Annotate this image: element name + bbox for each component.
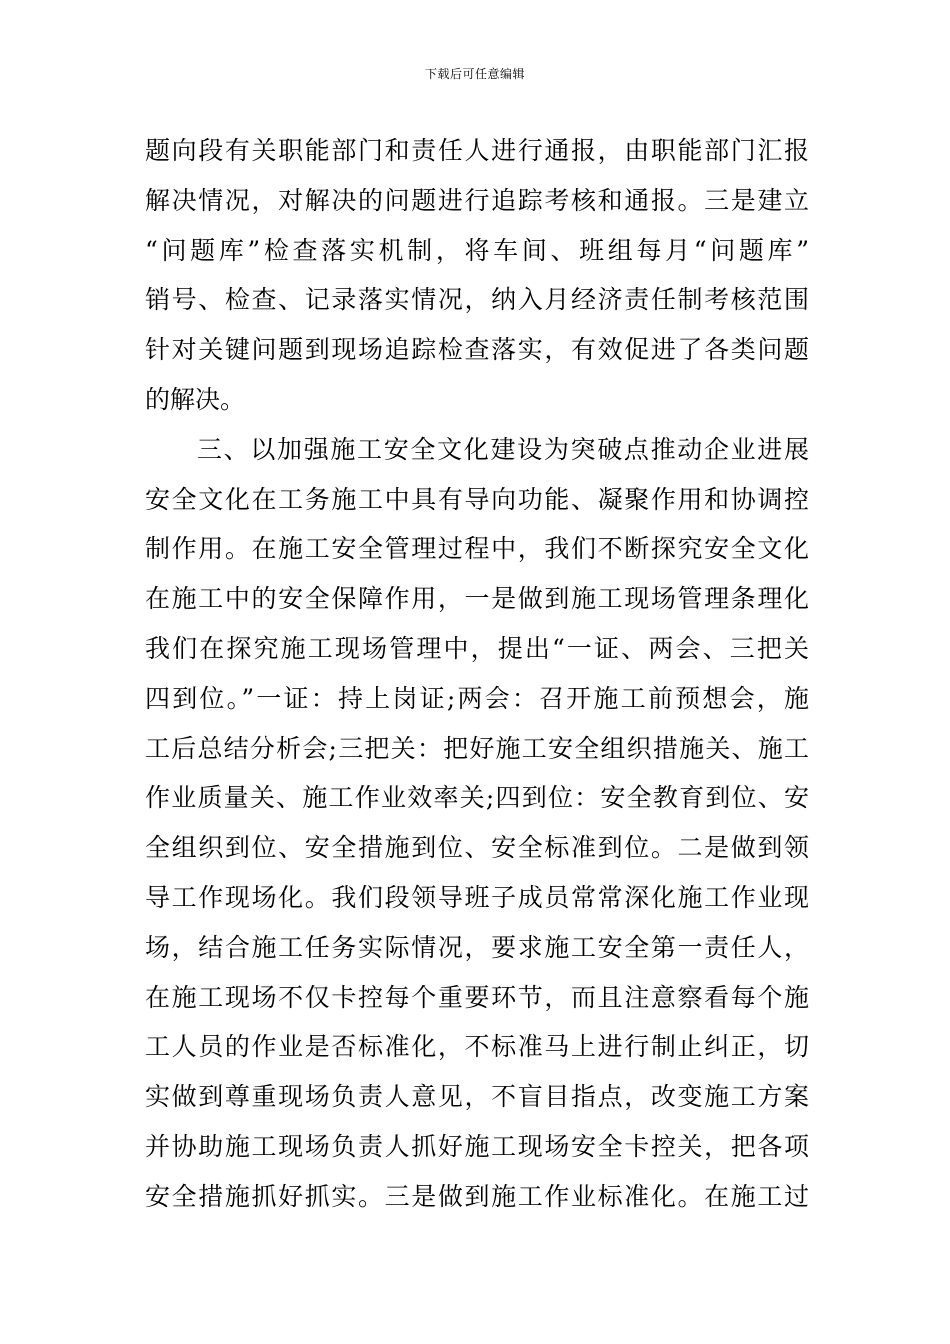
- text-line-16: 导工作现场化。我们段领导班子成员常常深化施工作业现: [145, 882, 809, 912]
- text-line-14: 作业质量关、施工作业效率关;四到位：安全教育到位、安: [145, 783, 809, 813]
- text-line-9: 制作用。在施工安全管理过程中，我们不断探究安全文化: [145, 534, 809, 564]
- text-line-19: 工人员的作业是否标准化，不标准马上进行制止纠正，切: [145, 1032, 809, 1062]
- text-line-5: 针对关键问题到现场追踪检查落实，有效促进了各类问题: [145, 335, 809, 365]
- text-line-20: 实做到尊重现场负责人意见，不盲目指点，改变施工方案: [145, 1082, 809, 1112]
- text-line-1: 题向段有关职能部门和责任人进行通报，由职能部门汇报: [145, 136, 809, 165]
- text-line-13: 工后总结分析会;三把关：把好施工安全组织措施关、施工: [145, 733, 809, 763]
- text-line-18: 在施工现场不仅卡控每个重要环节，而且注意察看每个施: [145, 982, 809, 1012]
- text-line-2: 解决情况，对解决的问题进行追踪考核和通报。三是建立: [145, 185, 809, 215]
- text-line-17: 场，结合施工任务实际情况，要求施工安全第一责任人，: [145, 932, 809, 962]
- text-line-8: 安全文化在工务施工中具有导向功能、凝聚作用和协调控: [145, 484, 809, 514]
- text-line-6: 的解决。: [145, 384, 246, 414]
- text-line-11: 我们在探究施工现场管理中，提出“一证、两会、三把关: [145, 633, 809, 663]
- page-header: 下载后可任意编辑: [424, 67, 525, 81]
- document-body: [145, 126, 809, 1222]
- text-line-3: “问题库”检查落实机制，将车间、班组每月“问题库”: [145, 235, 809, 265]
- text-line-12: 四到位。”一证：持上岗证;两会：召开施工前预想会，施: [145, 683, 809, 713]
- text-line-22: 安全措施抓好抓实。三是做到施工作业标准化。在施工过: [145, 1181, 809, 1211]
- section-heading-three: 三、以加强施工安全文化建设为突破点推动企业进展: [197, 434, 809, 464]
- text-line-4: 销号、检查、记录落实情况，纳入月经济责任制考核范围: [145, 285, 809, 315]
- text-line-10: 在施工中的安全保障作用，一是做到施工现场管理条理化: [145, 584, 809, 614]
- text-line-21: 并协助施工现场负责人抓好施工现场安全卡控关，把各项: [145, 1131, 809, 1161]
- text-line-15: 全组织到位、安全措施到位、安全标准到位。二是做到领: [145, 833, 809, 863]
